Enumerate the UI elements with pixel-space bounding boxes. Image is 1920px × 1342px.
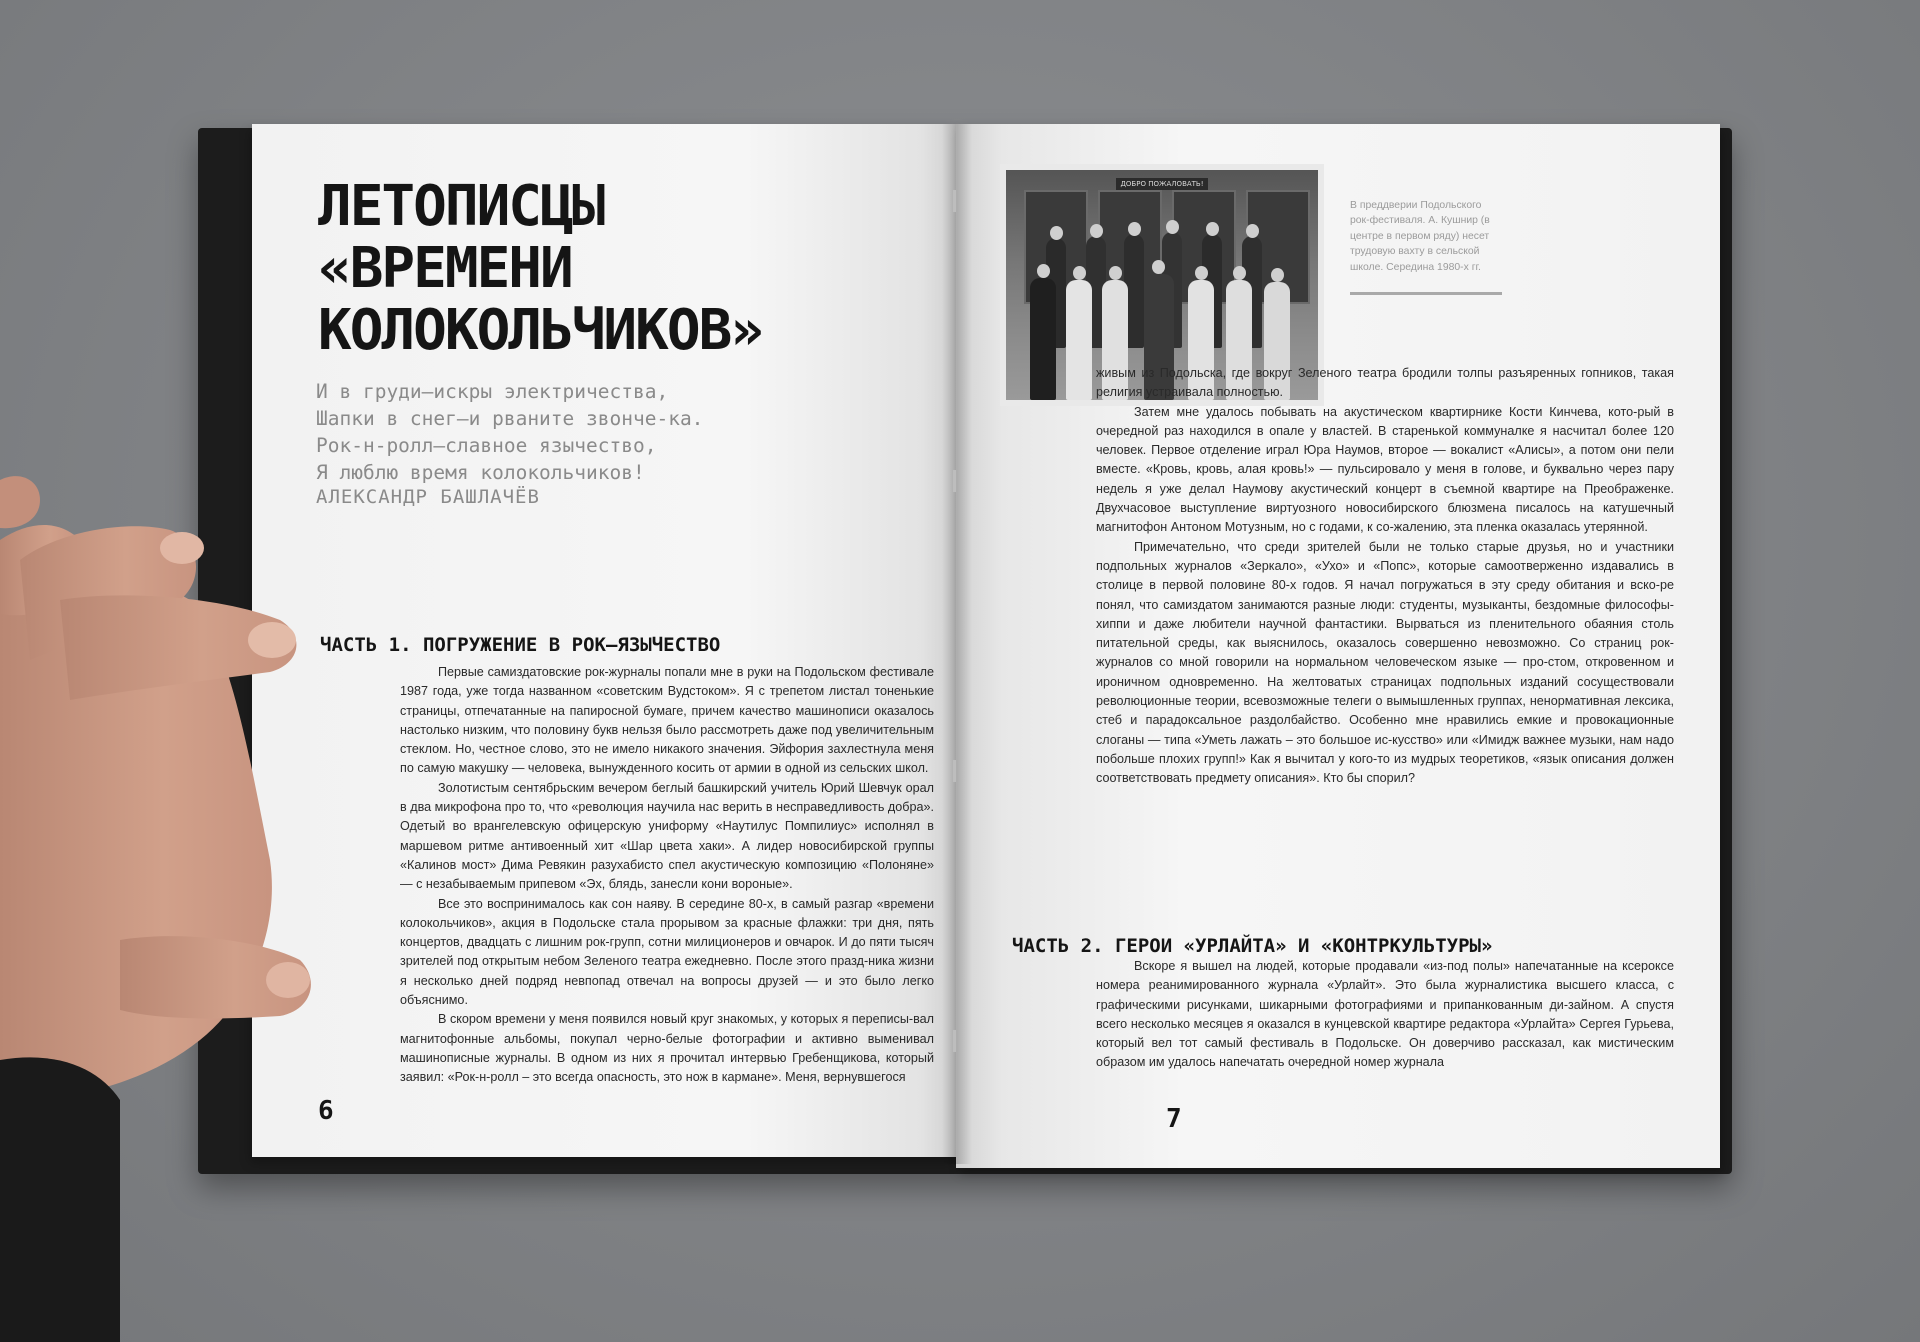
photo-person	[1030, 278, 1056, 400]
photo-person-head	[1152, 260, 1165, 274]
chapter-title: ЛЕТОПИСЦЫ «ВРЕМЕНИ КОЛОКОЛЬЧИКОВ»	[318, 174, 763, 363]
photo-person-head	[1195, 266, 1208, 280]
photo-person-head	[1073, 266, 1086, 280]
photo-person-head	[1109, 266, 1122, 280]
paragraph: В скором времени у меня появился новый круг знакомых, у которых я переписы-вал магнитофонные альбомы, покупал черно-белые фотографии и активно выменивал машинописные журналы. В одном из них я прочитал интервью Гребенщикова, который заявил: «Рок-н-ролл – это всегда опасность, это нож в кармане». Меня, вернувшегося	[400, 1012, 934, 1085]
right-body-text-bottom	[1096, 957, 1674, 1073]
binding-stitch	[953, 1030, 956, 1052]
photo-person-head	[1271, 268, 1284, 282]
poem-line: Шапки в снег—и рваните звонче-ка.	[316, 407, 704, 430]
poem-line: Рок-н-ролл—славное язычество,	[316, 434, 657, 457]
poem-author: АЛЕКСАНДР БАШЛАЧЁВ	[316, 486, 540, 508]
hand-holding-page	[0, 0, 340, 1342]
photo-person-head	[1128, 222, 1141, 236]
epigraph-poem	[316, 378, 703, 486]
knuckle	[0, 476, 40, 528]
paragraph: Все это воспринималось как сон наяву. В середине 80-х, в самый разгар «времени колокольчиков», акция в Подольске стала прорывом за красные флажки: три дня, пять концертов, двадцать с лишним рок-групп, сотни милиционеров и овчарок. И до пяти тысяч зрителей под открытым небом Зеленого театра ежедневно. После этого празд-ника жизни я несколько дней подряд невпопад отвечал на вопросы друзей — и это было легко объяснимо.	[400, 896, 934, 1008]
photo-caption: В преддверии Подольского рок-фестиваля. А. Кушнир (в центре в первом ряду) несет трудовую вахту в сельской школе. Середина 1980-х гг.	[1350, 200, 1490, 273]
photo-person-head	[1166, 220, 1179, 234]
photo-person-head	[1233, 266, 1246, 280]
fingernail	[248, 622, 296, 658]
section-heading-part-1: ЧАСТЬ 1. ПОГРУЖЕНИЕ В РОК–ЯЗЫЧЕСТВО	[320, 634, 721, 656]
right-page	[956, 124, 1720, 1168]
left-body-text	[400, 663, 934, 1088]
photo-person-head	[1037, 264, 1050, 278]
paragraph: Примечательно, что среди зрителей были не только старые друзья, но и участники подпольных журналов «Зеркало», «Ухо» и «Попс», которые самоотверженно издавались в столице в первой половине 80-х годов. Я начал погружаться в эту среду обитания и вско-ре понял, что самиздатом занимаются разные люди: студенты, музыканты, бездомные философы-хиппи и даже любители научной фантастики. Вырваться из пленительного обаяния столь питательной среды, как выяснилось, оказалось совершенно невозможно. Со страниц рок-журналов со мной говорили на нормальном человеческом языке — про-стом, откровенном и ироничном одновременно. На желтоватых страницах подпольных изданий сосуществовали революционные теории, всевозможные телеги о вымышленных группах, ненормативная лексика, стеб и парадоксальное раздолбайство. Особенно мне нравились емкие и провокационные слоганы — типа «Уметь лажать – это большое ис-кусство» или «Имидж важнее музыки, нам надо побольше плохих групп!» Как я вычитал у кого-то из мудрых теоретиков, «язык описания должен соответствовать предмету описания». Кто бы спорил?	[1096, 539, 1674, 786]
binding-stitch	[953, 760, 956, 782]
caption-rule	[1350, 292, 1502, 295]
photo-entrance-sign: ДОБРО ПОЖАЛОВАТЬ!	[1116, 178, 1208, 190]
poem-line: Я люблю время колокольчиков!	[316, 461, 645, 484]
paragraph: Первые самиздатовские рок-журналы попали мне в руки на Подольском фестивале 1987 года, уже тогда названном «советским Вудстоком». Я с трепетом листал тоненькие страницы, отпечатанные на папиросной бумаге, причем качество машинописи оказалось настолько низким, что половину букв нельзя было рассмотреть даже под увеличительным стеклом. Но, честное слово, это не имело никакого значения. Эйфория захлестнула меня по самую макушку — человека, вынужденного косить от армии в одной из сельских школ.	[400, 665, 934, 776]
book-gutter-shadow	[942, 124, 972, 1164]
photo-person-head	[1050, 226, 1063, 240]
paragraph: живым из Подольска, где вокруг Зеленого театра бродили толпы разъяренных гопников, такая религия устраивала полностью.	[1096, 366, 1674, 400]
poem-line: И в груди—искры электричества,	[316, 380, 669, 403]
left-page	[252, 124, 956, 1157]
page-number-left: 6	[318, 1096, 334, 1126]
right-body-text-top	[1096, 364, 1674, 789]
binding-stitch	[953, 470, 956, 492]
photo-person	[1066, 280, 1092, 400]
photo-person-head	[1206, 222, 1219, 236]
photo-person-head	[1246, 224, 1259, 238]
fingernail	[266, 962, 310, 998]
paragraph: Вскоре я вышел на людей, которые продавали «из-под полы» напечатанные на ксероксе номера реанимированного журнала «Урлайт». Это была журналистика высшего класса, с графическими рисунками, шикарными фотографиями и припанкованным ди-зайном. А спустя всего несколько месяцев я оказался в кунцевской квартире редактора «Урлайта» Сергея Гурьева, который вел тот самый фестиваль в Подольске. Он доверчиво рассказал, как мистическим образом им удалось напечатать очередной номер журнала	[1096, 959, 1674, 1070]
binding-stitch	[953, 190, 956, 212]
paragraph: Золотистым сентябрьским вечером беглый башкирский учитель Юрий Шевчук орал в два микрофона про то, что «революция научила нас верить в несправедливость добра». Одетый во врангелевскую офицерскую униформу «Наутилус Помпилиус» исполнял в маршевом ритме антивоенный хит «Шар цвета хаки». А лидер новосибирской группы «Калинов мост» Дима Ревякин разухабисто спел акустическую композицию «Полоняне» — с незабываемым припевом «Эх, блядь, занесли кони вороные».	[400, 780, 934, 892]
photo-person-head	[1090, 224, 1103, 238]
fingernail	[160, 532, 204, 564]
paragraph: Затем мне удалось побывать на акустическом квартирнике Кости Кинчева, кото-рый в очередной раз находился в опале у властей. В старенькой коммуналке я насчитал более 120 человек. Первое отделение играл Юра Наумов, второе — вокалист «Алисы», а потом они пели вместе. «Кровь, кровь, алая кровь!» — пульсировало у меня в голове, и буквально через пару недель я уже делал Наумову акустический концерт в съемной квартире на Преображенке. Двухчасовое выступление виртуозного новосибирского блюзмена писалось на катушечный магнитофон Антоном Мотузным, но с годами, к со-жалению, эта пленка оказалась утерянной.	[1096, 404, 1674, 535]
section-heading-part-2: ЧАСТЬ 2. ГЕРОИ «УРЛАЙТА» И «КОНТРКУЛЬТУРЫ»	[1012, 935, 1493, 957]
sleeve	[0, 1057, 120, 1342]
page-number-right: 7	[1166, 1104, 1182, 1134]
